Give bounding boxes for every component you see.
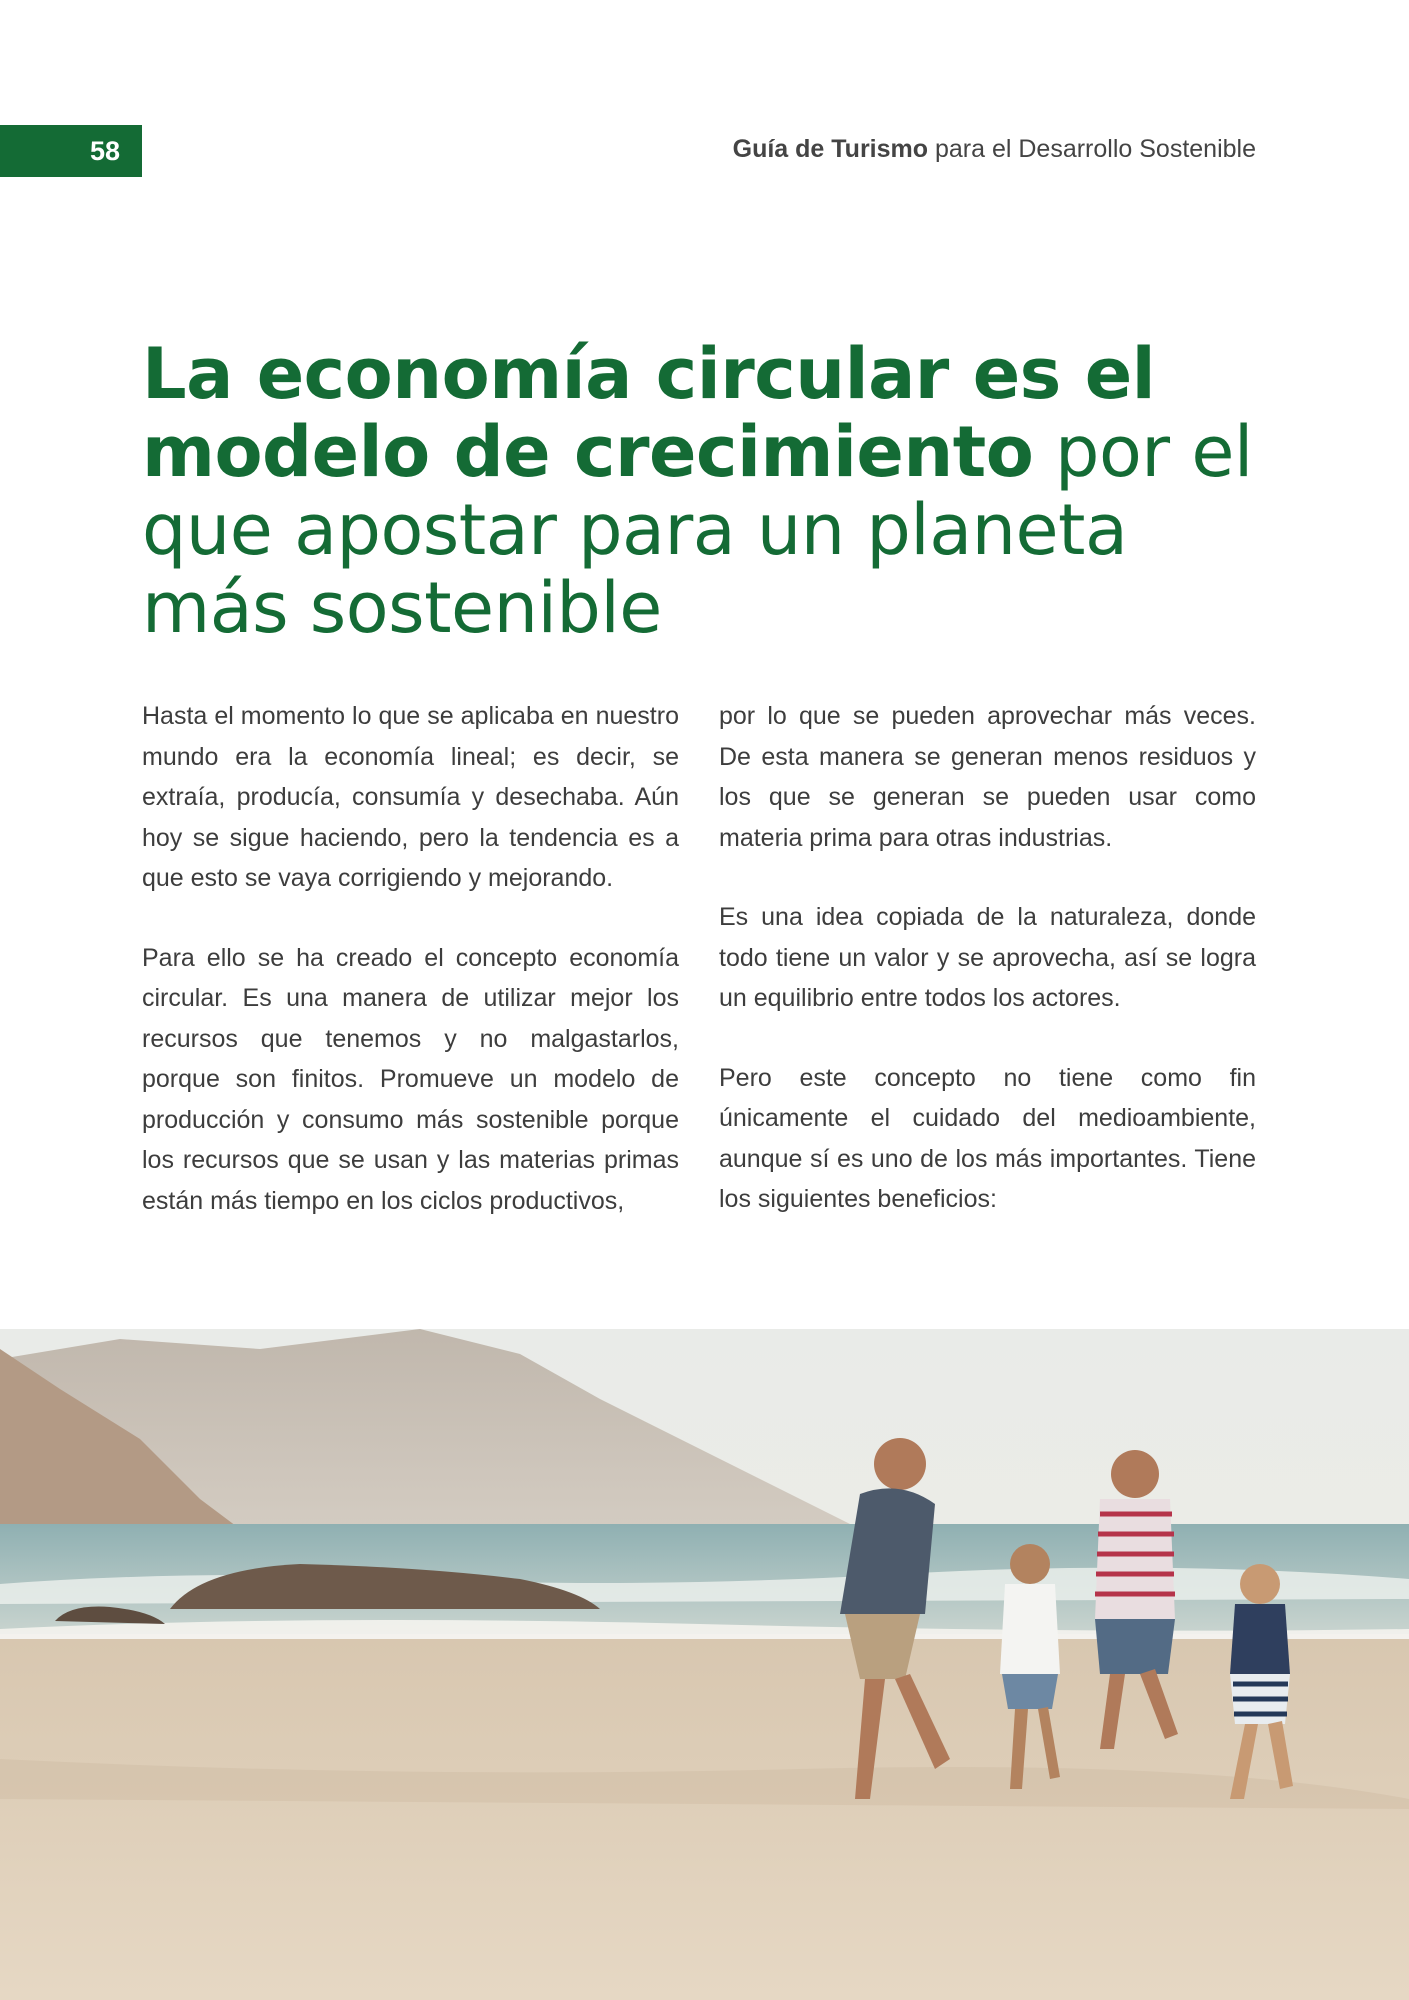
body-column-right xyxy=(719,696,1256,1259)
paragraph: por lo que se pueden aprovechar más veces. De esta manera se generan menos residuos y los que se generan se pueden usar como materia prima para otras industrias. xyxy=(719,702,1256,852)
beach-family-photo xyxy=(0,1329,1409,2000)
headline-bold-line-1: La economía circular es el xyxy=(142,333,1156,415)
article-headline xyxy=(142,335,1272,647)
paragraph: Pero este concepto no tiene como fin únicamente el cuidado del medioambiente, aunque sí es uno de los más importantes. Tiene los siguientes beneficios: xyxy=(719,1063,1256,1213)
headline-light-part-1: por el xyxy=(1033,411,1253,493)
guide-title-rest: para el Desarrollo Sostenible xyxy=(928,135,1256,163)
page-number: 58 xyxy=(89,135,120,166)
guide-title-bold: Guía de Turismo xyxy=(732,135,929,163)
running-header xyxy=(733,135,1256,164)
paragraph: Hasta el momento lo que se aplicaba en nuestro mundo era la economía lineal; es decir, se extraía, producía, consumía y desechaba. Aún hoy se sigue haciendo, pero la tendencia es a que esto se vaya corrigiendo y mejorando. xyxy=(142,702,679,892)
page-number-tab xyxy=(0,125,142,177)
headline-light-part-2: que apostar para un planeta xyxy=(142,489,1128,571)
paragraph: Es una idea copiada de la naturaleza, donde todo tiene un valor y se aprovecha, así se logra un equilibrio entre todos los actores. xyxy=(719,903,1256,1012)
body-column-left xyxy=(142,696,679,1260)
paragraph: Para ello se ha creado el concepto economía circular. Es una manera de utilizar mejor los recursos que tenemos y no malgastarlos, porque son finitos. Promueve un modelo de producción y consumo más sostenible porque los recursos que se usan y las materias primas están más tiempo en los ciclos productivos, xyxy=(142,943,679,1215)
headline-bold-line-2: modelo de crecimiento xyxy=(142,411,1034,493)
beach-photo-illustration xyxy=(0,1329,1409,2000)
headline-light-part-3: más sostenible xyxy=(142,567,662,649)
